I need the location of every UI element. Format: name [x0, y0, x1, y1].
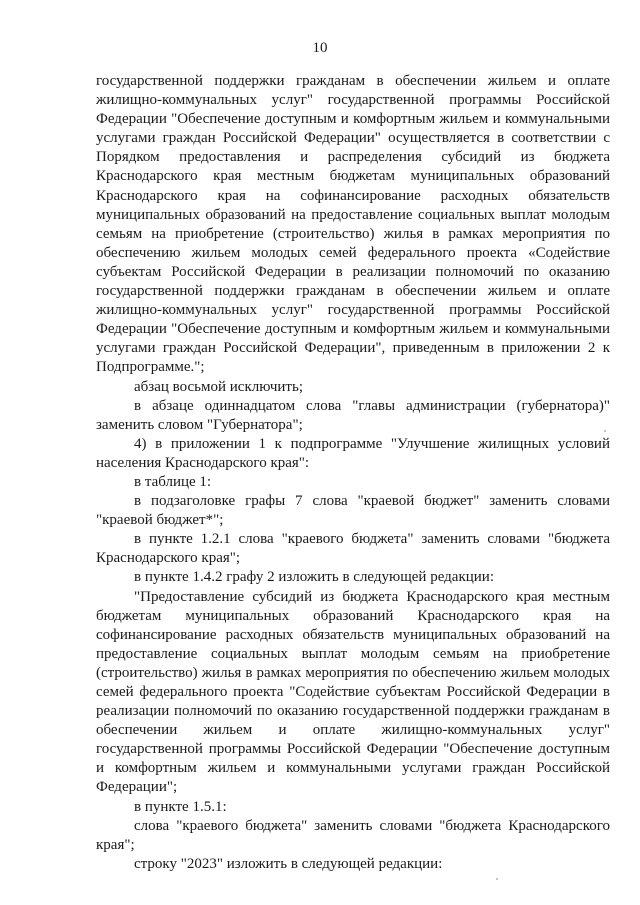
text-line: абзац восьмой исключить; [134, 378, 303, 395]
text-line: "краевой бюджет*"; [96, 512, 224, 529]
text-line: Подпрограмме."; [96, 359, 205, 376]
text-line: Краснодарского края"; [96, 550, 241, 567]
paragraph [96, 473, 610, 492]
page-number: 10 [312, 40, 328, 56]
paragraph [96, 397, 610, 435]
scan-speck [604, 430, 606, 432]
paragraph [96, 435, 610, 473]
text-line: слова "краевого бюджета" заменить словами "бюджета Краснодарского [134, 817, 610, 834]
text-line: населения Краснодарского края": [96, 454, 310, 471]
document-body [96, 72, 610, 874]
text-line: Краснодарского края местным бюджетам муниципальных образований [96, 168, 610, 185]
paragraph [96, 798, 610, 817]
text-line: государственной программы Российской Федерации "Обеспечение доступным [96, 741, 610, 758]
text-line: муниципальных образований на предоставление социальных выплат молодым [96, 206, 610, 223]
text-line: государственной поддержки гражданам в обеспечении жильем и оплате [96, 283, 610, 300]
text-line: и комфортным жильем и коммунальными услугами граждан Российской [96, 760, 610, 777]
text-line: строку "2023" изложить в следующей редакции: [134, 855, 443, 872]
text-line: 4) в приложении 1 к подпрограмме "Улучшение жилищных условий [134, 435, 610, 452]
text-line: Краснодарского края на софинансирование расходных обязательств [96, 187, 610, 204]
paragraph [96, 855, 610, 874]
text-line: жилищно-коммунальных услуг" государственной программы Российской [96, 302, 610, 319]
text-line: обеспечении жильем и оплате жилищно-коммунальных услуг" [96, 722, 610, 739]
text-line: обеспечению жильем молодых семей федерального проекта «Содействие [96, 244, 610, 261]
text-line: государственной поддержки гражданам в обеспечении жильем и оплате [96, 73, 610, 89]
text-line: в абзаце одиннадцатом слова "главы администрации (губернатора)" [134, 397, 610, 414]
paragraph [96, 588, 610, 798]
text-line: в подзаголовке графы 7 слова "краевой бюджет" заменить словами [134, 493, 610, 510]
text-line: предоставление социальных выплат молодым семьям на приобретение [96, 645, 610, 662]
paragraph [96, 530, 610, 568]
text-line: заменить словом "Губернатора"; [96, 416, 303, 433]
scan-speck [496, 878, 498, 880]
text-line: семьям на приобретение (строительство) жилья в рамках мероприятия по [96, 225, 610, 242]
paragraph [96, 72, 610, 378]
text-line: в пункте 1.5.1: [134, 798, 227, 815]
text-line: в таблице 1: [134, 473, 212, 490]
text-line: услугами граждан Российской Федерации" осуществляется в соответствии с [96, 130, 610, 147]
paragraph [96, 817, 610, 855]
paragraph [96, 568, 610, 587]
text-line: софинансирование расходных обязательств муниципальных образований на [96, 626, 610, 643]
text-line: в пункте 1.4.2 графу 2 изложить в следующей редакции: [134, 569, 494, 586]
text-line: Федерации "Обеспечение доступным и комфортным жильем и коммунальными [96, 111, 610, 128]
text-line: бюджетам муниципальных образований Краснодарского края на [96, 607, 610, 624]
text-line: Федерации "Обеспечение доступным и комфортным жильем и коммунальными [96, 321, 610, 338]
paragraph [96, 492, 610, 530]
text-line: Порядком предоставления и распределения субсидий из бюджета [96, 149, 610, 166]
text-line: в пункте 1.2.1 слова "краевого бюджета" заменить словами "бюджета [134, 531, 610, 548]
text-line: жилищно-коммунальных услуг" государственной программы Российской [96, 92, 610, 109]
text-line: "Предоставление субсидий из бюджета Краснодарского края местным [134, 588, 610, 605]
text-line: края"; [96, 836, 135, 853]
text-line: (строительство) жилья в рамках мероприятия по обеспечению жильем молодых [96, 664, 610, 681]
text-line: субъектам Российской Федерации в реализации полномочий по оказанию [96, 263, 610, 280]
text-line: Федерации"; [96, 779, 178, 796]
text-line: семей федерального проекта "Содействие субъектам Российской Федерации в [96, 684, 610, 700]
text-line: услугами граждан Российской Федерации", приведенным в приложении 2 к [96, 340, 610, 357]
paragraph [96, 378, 610, 397]
text-line: реализации полномочий по оказанию государственной поддержки гражданам в [96, 703, 610, 720]
